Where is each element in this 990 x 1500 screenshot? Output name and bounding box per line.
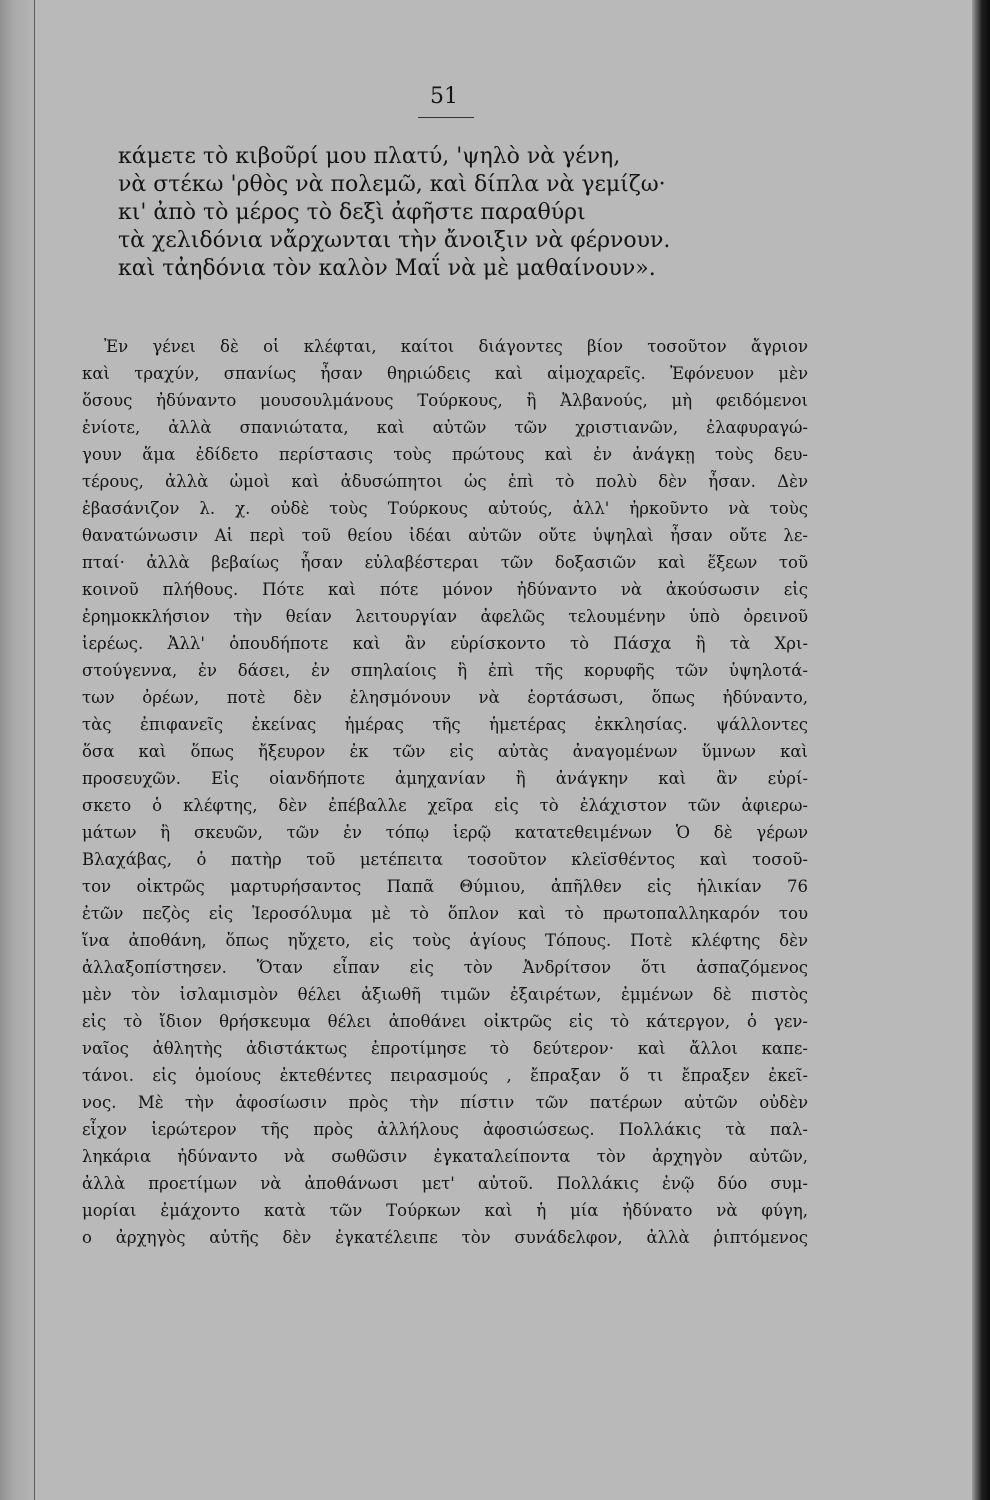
binding-gutter <box>0 0 35 1500</box>
prose-line: τέρους, ἀλλὰ ὠμοὶ καὶ ἀδυσώπητοι ὡς ἐπὶ τὸ πολὺ δὲν ἦσαν. Δὲν <box>82 472 808 491</box>
poem-line: νὰ στέκω 'ρθὸς νὰ πολεμῶ, καὶ δίπλα νὰ γεμίζω· <box>118 172 666 197</box>
poem-line: τὰ χελιδόνια νἄρχωνται τὴν ἄνοιξιν νὰ φέρνουν. <box>118 228 671 253</box>
prose-line: ληκάρια ἠδύναντο νὰ σωθῶσιν ἐγκαταλείποντα τὸν ἀρχηγὸν αὐτῶν, <box>82 1147 808 1166</box>
prose-line: πταί· ἀλλὰ βεβαίως ἦσαν εὐλαβέστεραι τῶν δοξασιῶν καὶ ἕξεων τοῦ <box>82 553 808 572</box>
prose-line: γουν ἅμα ἐδίδετο περίστασις τοὺς πρώτους καὶ ἐν ἀνάγκῃ τοὺς δευ- <box>82 445 808 464</box>
prose-line: ἐβασάνιζον λ. χ. οὐδὲ τοὺς Τούρκους αὐτούς, ἀλλ' ἠρκοῦντο νὰ τοὺς <box>82 499 808 518</box>
prose-line: Ἐν γένει δὲ οἱ κλέφται, καίτοι διάγοντες βίον τοσοῦτον ἄγριον <box>104 337 808 356</box>
prose-line: καὶ τραχύν, σπανίως ἦσαν θηριώδεις καὶ αἱμοχαρεῖς. Ἐφόνευον μὲν <box>82 364 808 383</box>
prose-line: σκετο ὁ κλέφτης, δὲν ἐπέβαλλε χεῖρα εἰς τὸ ἐλάχιστον τῶν ἀφιερω- <box>82 796 808 815</box>
prose-line: θανατώνωσιν Αἱ περὶ τοῦ θείου ἰδέαι αὐτῶν οὔτε ὑψηλαὶ ἦσαν οὔτε λε- <box>82 526 808 545</box>
prose-line: ἐρημοκκλήσιον τὴν θείαν λειτουργίαν ἀφελῶς τελουμένην ὑπὸ ὀρεινοῦ <box>82 607 808 626</box>
page-number: 51 <box>430 84 458 109</box>
prose-line: μάτων ἢ σκευῶν, τῶν ἐν τόπῳ ἱερῷ κατατεθειμένων Ὁ δὲ γέρων <box>82 823 808 842</box>
prose-line: ὅσα καὶ ὅπως ἤξευρον ἐκ τῶν εἰς αὐτὰς ἀναγομένων ὕμνων καὶ <box>82 742 808 761</box>
prose-line: Βλαχάβας, ὁ πατὴρ τοῦ μετέπειτα τοσοῦτον κλεϊσθέντος καὶ τοσοῦ- <box>82 850 808 869</box>
prose-line: ἵνα ἀποθάνη, ὅπως ηὔχετο, εἰς τοὺς ἁγίους Τόπους. Ποτὲ κλέφτης δὲν <box>82 931 808 950</box>
prose-line: νος. Μὲ τὴν ἀφοσίωσιν πρὸς τὴν πίστιν τῶν πατέρων αὐτῶν οὐδὲν <box>82 1093 808 1112</box>
prose-line: ὅσους ἠδύναντο μουσουλμάνους Τούρκους, ἢ Ἀλβανούς, μὴ φειδόμενοι <box>82 391 808 410</box>
prose-line: εἰς τὸ ἴδιον θρήσκευμα θέλει ἀποθάνει οἰκτρῶς εἰς τὸ κάτεργον, ὁ γεν- <box>82 1012 808 1031</box>
page-number-rule <box>418 117 474 118</box>
prose-line: τάνοι. εἰς ὁμοίους ἐκτεθέντες πειρασμούς , ἔπραξαν ὅ τι ἔπραξεν ἐκεῖ- <box>82 1066 808 1085</box>
poem-line: καὶ τἀηδόνια τὸν καλὸν Μαΐ νὰ μὲ μαθαίνουν». <box>118 256 656 281</box>
prose-line: στούγεννα, ἐν δάσει, ἐν σπηλαίοις ἢ ἐπὶ τῆς κορυφῆς τῶν ὑψηλοτά- <box>82 661 808 680</box>
poem-line: κι' ἀπὸ τὸ μέρος τὸ δεξὶ ἀφῆστε παραθύρι <box>118 200 586 225</box>
prose-line: των ὀρέων, ποτὲ δὲν ἐλησμόνουν νὰ ἑορτάσωσι, ὅπως ἠδύναντο, <box>82 688 808 707</box>
prose-line: ἐτῶν πεζὸς εἰς Ἱεροσόλυμα μὲ τὸ ὅπλον καὶ τὸ πρωτοπαλληκαρόν του <box>82 904 808 923</box>
prose-paragraph <box>82 333 808 1251</box>
prose-line: ἀλλαξοπίστησεν. Ὅταν εἶπαν εἰς τὸν Ἀνδρίτσον ὅτι ἀσπαζόμενος <box>82 958 808 977</box>
prose-line: εἶχον ἱερώτερον τῆς πρὸς ἀλλήλους ἀφοσιώσεως. Πολλάκις τὰ παλ- <box>82 1120 808 1139</box>
prose-line: προσευχῶν. Εἰς οἱανδήποτε ἀμηχανίαν ἢ ἀνάγκην καὶ ἂν εὑρί- <box>82 769 808 788</box>
prose-line: ἐνίοτε, ἀλλὰ σπανιώτατα, καὶ αὐτῶν τῶν χριστιανῶν, ἐλαφυραγώ- <box>82 418 808 437</box>
prose-line: ο ἀρχηγὸς αὐτῆς δὲν ἐγκατέλειπε τὸν συνάδελφον, ἀλλὰ ῥιπτόμενος <box>82 1228 808 1247</box>
poem-block <box>118 143 758 283</box>
prose-line: μὲν τὸν ἰσλαμισμὸν θέλει ἀξιωθῆ τιμῶν ἐξαιρέτων, ἐμμένων δὲ πιστὸς <box>82 985 808 1004</box>
prose-line: κοινοῦ πλήθους. Πότε καὶ πότε μόνον ἠδύναντο νὰ ἀκούσωσιν εἰς <box>82 580 808 599</box>
prose-line: τον οἰκτρῶς μαρτυρήσαντος Παπᾶ Θύμιου, ἀπῆλθεν εἰς ἡλικίαν 76 <box>82 877 808 896</box>
prose-line: τὰς ἐπιφανεῖς ἐκείνας ἡμέρας τῆς ἡμετέρας ἐκκλησίας. ψάλλοντες <box>82 715 808 734</box>
prose-line: ἀλλὰ προετίμων νὰ ἀποθάνωσι μετ' αὐτοῦ. Πολλάκις ἐνῷ δύο συμ- <box>82 1174 808 1193</box>
poem-line: κάμετε τὸ κιβοῦρί μου πλατύ, 'ψηλὸ νὰ γένη, <box>118 144 621 169</box>
prose-line: ναῖος ἀθλητὴς ἀδιστάκτως ἐπροτίμησε τὸ δεύτερον· καὶ ἄλλοι καπε- <box>82 1039 808 1058</box>
page-edge-shadow <box>972 0 990 1500</box>
prose-line: μορίαι ἐμάχοντο κατὰ τῶν Τούρκων καὶ ἡ μία ἠδύνατο νὰ φύγη, <box>82 1201 808 1220</box>
prose-line: ἱερέως. Ἀλλ' ὁπουδήποτε καὶ ἂν εὑρίσκοντο τὸ Πάσχα ἢ τὰ Χρι- <box>82 634 808 653</box>
